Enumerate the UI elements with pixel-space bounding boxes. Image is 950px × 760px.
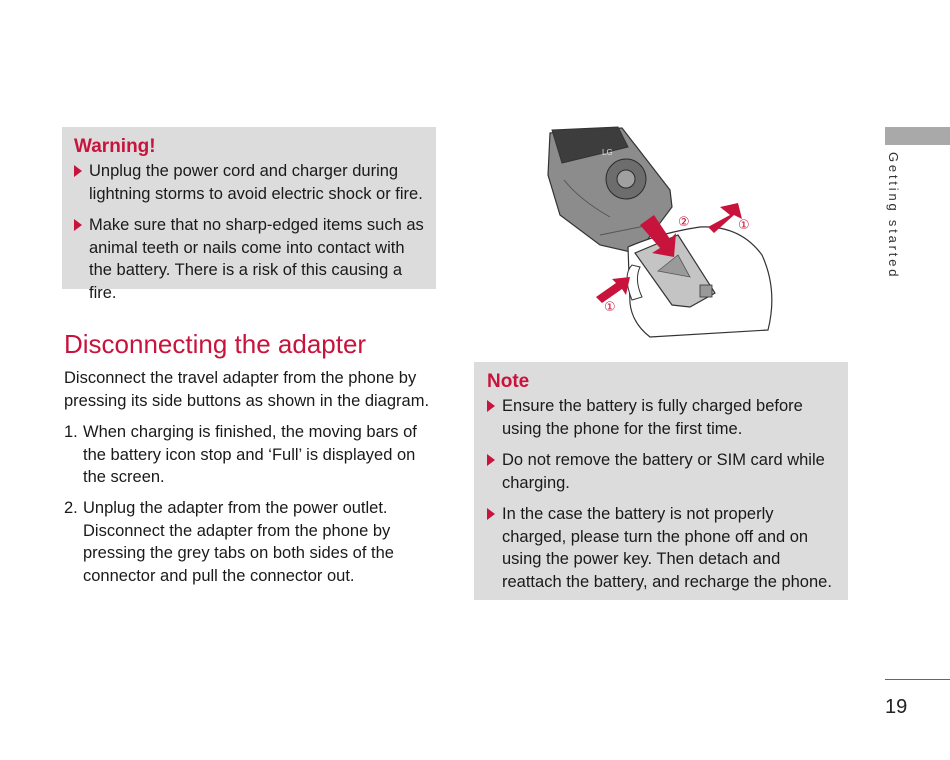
brand-logo: LG [602,148,613,157]
note-item-text: In the case the battery is not properly charged, please turn the phone off and on using the power key. Then detach and reattach the battery, and recharge the phone. [502,505,832,591]
note-box [474,362,848,600]
note-item-text: Do not remove the battery or SIM card while charging. [502,451,825,492]
note-item-text: Ensure the battery is fully charged before using the phone for the first time. [502,397,803,438]
step-text: When charging is finished, the moving bars of the battery icon stop and ‘Full’ is displayed on the screen. [83,423,417,486]
bullet-arrow-icon [74,165,82,177]
warning-box [62,127,436,302]
chapter-tab [885,127,950,145]
intro-paragraph: Disconnect the travel adapter from the phone by pressing its side buttons as shown in the diagram. [64,369,430,410]
step-marker: ① [738,218,750,233]
warning-item-text: Make sure that no sharp-edged items such as animal teeth or nails come into contact with the battery. There is a risk of this causing a fire. [89,216,424,302]
note-title: Note [487,371,530,392]
bullet-arrow-icon [74,219,82,231]
step-item [64,497,434,587]
footer-divider [885,679,950,680]
note-item [487,503,836,593]
step-marker: ② [678,215,690,230]
bullet-arrow-icon [487,454,495,466]
step-number: 1. [64,423,78,441]
section-heading: Disconnecting the adapter [64,329,367,359]
step-number: 2. [64,499,78,517]
note-item [487,395,836,440]
warning-item-text: Unplug the power cord and charger during lightning storms to avoid electric shock or fire. [89,162,423,203]
warning-item [74,160,424,205]
phone-adapter-diagram [540,125,790,340]
warning-item [74,214,424,304]
page-number: 19 [885,696,908,718]
step-text: Unplug the adapter from the power outlet. Disconnect the adapter from the phone by pressing the grey tabs on both sides of the connector and pull the connector out. [83,499,394,585]
note-item [487,449,836,494]
arrow-icon [708,203,742,233]
step-item [64,421,434,489]
warning-title: Warning! [74,136,156,157]
chapter-label: Getting started [886,152,901,280]
bullet-arrow-icon [487,508,495,520]
bullet-arrow-icon [487,400,495,412]
step-marker: ① [604,300,616,315]
